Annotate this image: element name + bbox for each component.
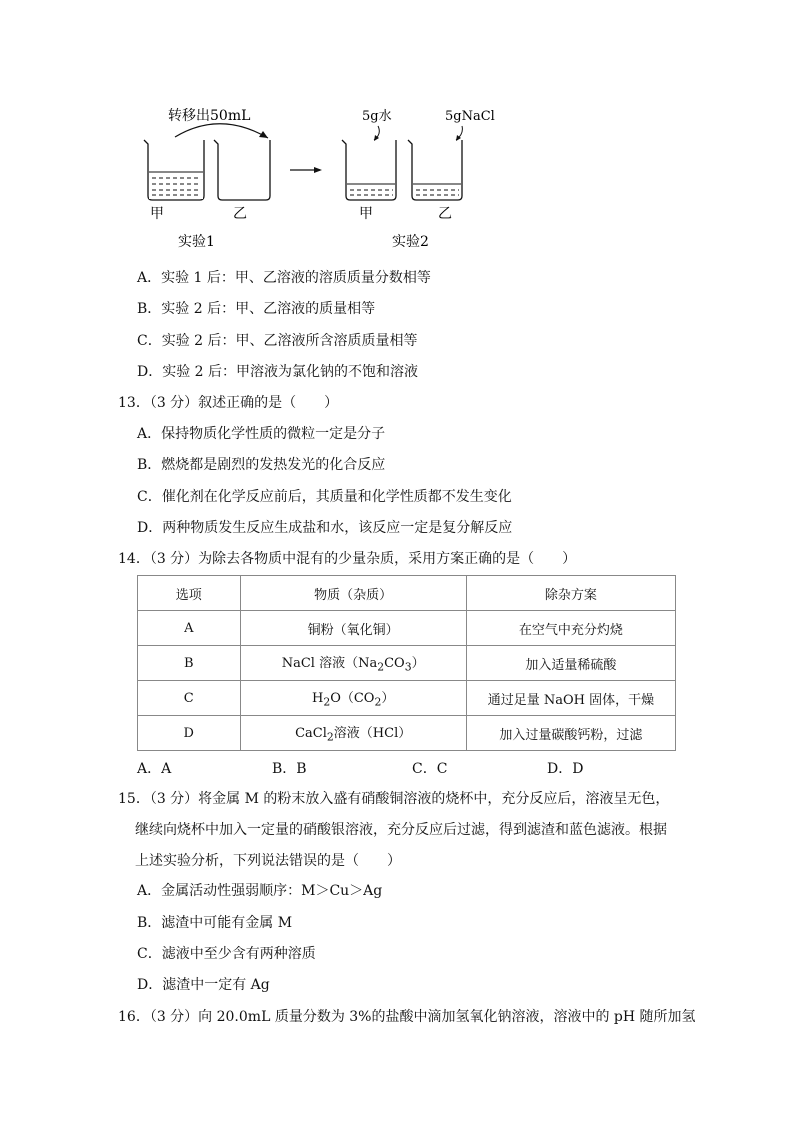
q15-option-d: D．滤渣中一定有 Ag <box>137 977 270 993</box>
q15-option-b: B．滤渣中可能有金属 M <box>137 915 293 931</box>
table-row <box>138 611 676 646</box>
header-option: 选项 <box>138 576 241 611</box>
q15-option-a: A．金属活动性强弱顺序：M＞Cu＞Ag <box>137 883 383 899</box>
q13-option-c: C．催化剂在化学反应前后，其质量和化学性质都不发生变化 <box>137 489 512 505</box>
q14-answer-a: A．A <box>137 761 172 777</box>
table-header-row <box>138 576 676 611</box>
q13-stem: 13．（3 分）叙述正确的是（ ） <box>118 395 339 411</box>
q15-stem-line1: 15．（3 分）将金属 M 的粉末放入盛有硝酸铜溶液的烧杯中，充分反应后，溶液呈无色， <box>118 791 670 807</box>
water-label: 5g水 <box>362 109 392 124</box>
q13-option-d: D．两种物质发生反应生成盐和水，该反应一定是复分解反应 <box>137 520 513 536</box>
q12-option-a: A．实验 1 后：甲、乙溶液的溶质质量分数相等 <box>137 270 431 286</box>
q15-option-c: C．滤液中至少含有两种溶质 <box>137 946 316 962</box>
q15-stem-line2: 继续向烧杯中加入一定量的硝酸银溶液，充分反应后过滤，得到滤渣和蓝色滤液。根据 <box>135 822 667 838</box>
label-exp1: 实验1 <box>178 234 215 250</box>
q14-answer-b: B．B <box>272 761 307 777</box>
row-method: 加入过量碳酸钙粉，过滤 <box>466 716 675 751</box>
beaker-experiment-figure <box>130 100 510 260</box>
table-row <box>138 716 676 751</box>
q13-option-b: B．燃烧都是剧烈的发热发光的化合反应 <box>137 457 386 473</box>
row-option: C <box>138 681 241 716</box>
table-row <box>138 646 676 681</box>
q14-answer-d: D．D <box>547 761 584 777</box>
header-method: 除杂方案 <box>466 576 675 611</box>
beaker-jia-exp1 <box>144 140 204 200</box>
transfer-label: 转移出50mL <box>168 108 251 124</box>
q15-stem-line3: 上述实验分析，下列说法错误的是（ ） <box>135 853 401 869</box>
label-jia-exp2: 甲 <box>359 206 373 222</box>
q14-stem: 14．（3 分）为除去各物质中混有的少量杂质，采用方案正确的是（ ） <box>118 551 577 567</box>
label-yi-exp2: 乙 <box>438 206 452 222</box>
q12-option-d: D．实验 2 后：甲溶液为氯化钠的不饱和溶液 <box>137 364 419 380</box>
row-substance: $H_2O(CO_2)$ <box>240 681 466 716</box>
label-yi-exp1: 乙 <box>233 206 247 222</box>
row-substance: 铜粉（氧化铜） <box>240 611 466 646</box>
process-arrow <box>290 167 322 173</box>
q13-option-a: A．保持物质化学性质的微粒一定是分子 <box>137 426 386 442</box>
q16-stem: 16．（3 分）向 20.0mL 质量分数为 3%的盐酸中滴加氢氧化钠溶液，溶液中的 pH 随所加氢 <box>118 1009 696 1025</box>
label-exp2: 实验2 <box>392 234 429 250</box>
header-substance: 物质（杂质） <box>240 576 466 611</box>
row-option: D <box>138 716 241 751</box>
q12-option-c: C．实验 2 后：甲、乙溶液所含溶质质量相等 <box>137 333 418 349</box>
table-row <box>138 681 676 716</box>
row-option: A <box>138 611 241 646</box>
row-substance: CaCl$_2$溶液（HCl） <box>240 716 466 751</box>
beaker-jia-exp2 <box>342 140 396 200</box>
transfer-arrow <box>175 124 268 138</box>
row-substance: NaCl 溶液$(Na_2CO_3)$ <box>240 646 466 681</box>
q14-answer-c: C．C <box>412 761 448 777</box>
row-method: 通过足量 NaOH 固体，干燥 <box>466 681 675 716</box>
beaker-yi-exp2 <box>408 140 462 200</box>
label-jia-exp1: 甲 <box>150 206 164 222</box>
row-option: B <box>138 646 241 681</box>
q14-table <box>137 575 676 751</box>
q12-option-b: B．实验 2 后：甲、乙溶液的质量相等 <box>137 301 376 317</box>
row-method: 加入适量稀硫酸 <box>466 646 675 681</box>
row-method: 在空气中充分灼烧 <box>466 611 675 646</box>
nacl-label: 5gNaCl <box>445 109 495 124</box>
beaker-yi-exp1 <box>214 140 270 200</box>
